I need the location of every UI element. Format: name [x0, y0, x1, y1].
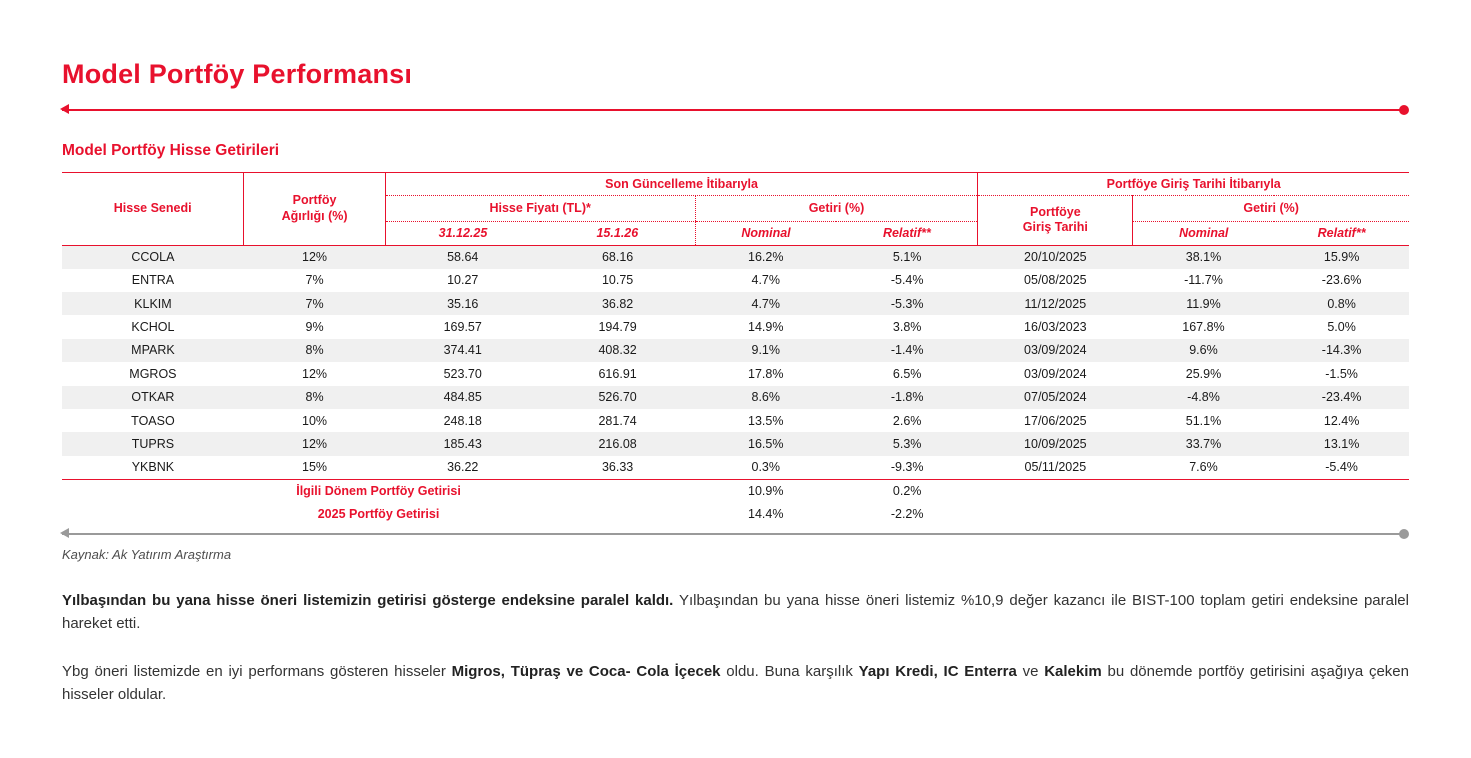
cell-entry-date: 05/08/2025 — [1024, 273, 1087, 288]
table-row — [62, 245, 1409, 268]
sub-header-return2: Getiri (%) — [1133, 195, 1409, 221]
cell-relative: 5.1% — [892, 250, 922, 265]
portfolio-performance-table — [62, 172, 1409, 525]
cell-price-1: 484.85 — [443, 390, 482, 405]
paragraph-2-bold-3: Kalekim — [1044, 662, 1102, 680]
cell-nominal: 0.3% — [751, 460, 780, 475]
cell-nominal-2: 33.7% — [1185, 437, 1222, 451]
page-title: Model Portföy Performansı — [62, 59, 413, 89]
col-header-relative: Relatif** — [836, 221, 977, 245]
section-heading: Model Portföy Hisse Getirileri — [62, 141, 280, 159]
cell-price-2: 68.16 — [601, 250, 634, 265]
col-header-nominal-2: Nominal — [1133, 221, 1274, 245]
cell-price-1: 185.43 — [443, 437, 482, 451]
total-relative: -2.2% — [890, 506, 924, 521]
cell-price-1: 35.16 — [447, 296, 479, 311]
col-header-entry-date-line2: Giriş Tarihi — [1022, 220, 1088, 235]
cell-entry-date: 17/06/2025 — [1024, 413, 1087, 428]
cell-relative-2: 0.8% — [1327, 296, 1356, 311]
cell-stock: MGROS — [129, 366, 177, 381]
cell-relative: 6.5% — [892, 366, 922, 381]
table-row — [62, 292, 1409, 315]
total-label: 2025 Portföy Getirisi — [317, 506, 440, 521]
col-header-nominal: Nominal — [695, 221, 836, 245]
cell-stock: ENTRA — [131, 273, 175, 288]
cell-weight: 12% — [302, 437, 328, 451]
cell-relative: -5.3% — [890, 296, 924, 311]
paragraph-2-a: Ybg öneri listemizde en iyi performans gösteren hisseler — [62, 662, 452, 680]
cell-entry-date: 05/11/2025 — [1024, 460, 1087, 475]
cell-nominal-2: 38.1% — [1185, 250, 1222, 265]
dot-icon — [1399, 529, 1409, 539]
table-row — [62, 456, 1409, 479]
cell-price-1: 10.27 — [447, 273, 479, 288]
cell-entry-date: 03/09/2024 — [1024, 366, 1087, 381]
paragraph-1-rest: Yılbaşından bu yana hisse öneri listemiz %10,9 değer kazancı ile BIST-100 toplam getiri endeksine paralel hareket etti. — [62, 592, 1409, 633]
total-nominal: 14.4% — [748, 506, 784, 521]
cell-price-2: 408.32 — [598, 343, 637, 358]
cell-relative: 5.3% — [892, 437, 922, 451]
cell-nominal: 8.6% — [751, 390, 780, 405]
cell-relative: 2.6% — [892, 413, 922, 428]
cell-price-1: 523.70 — [443, 366, 482, 381]
cell-relative: -1.4% — [890, 343, 924, 358]
col-header-weight-line1: Portföy — [292, 193, 337, 208]
total-spacer-1 — [978, 502, 1133, 525]
total-spacer-2 — [1133, 479, 1274, 502]
paragraph-2-bold-2: Yapı Kredi, IC Enterra — [858, 662, 1017, 680]
total-spacer-3 — [1274, 479, 1409, 502]
cell-stock: MPARK — [131, 343, 175, 358]
cell-entry-date: 07/05/2024 — [1024, 390, 1087, 405]
cell-nominal: 4.7% — [751, 273, 780, 288]
total-row — [62, 479, 1409, 502]
cell-stock: YKBNK — [131, 460, 175, 475]
cell-stock: TOASO — [131, 413, 175, 428]
cell-nominal: 4.7% — [751, 296, 780, 311]
cell-nominal-2: -4.8% — [1187, 390, 1220, 405]
paragraph-2-c: oldu. Buna karşılık — [720, 662, 859, 680]
total-label: İlgili Dönem Portföy Getirisi — [62, 479, 695, 502]
col-header-entry-date — [978, 195, 1133, 245]
cell-nominal-2: 11.9% — [1186, 296, 1221, 311]
col-header-weight — [244, 172, 385, 245]
dot-icon — [1399, 105, 1409, 115]
cell-relative: -5.4% — [890, 273, 924, 288]
table-totals — [62, 479, 1409, 525]
cell-price-2: 281.74 — [598, 413, 637, 428]
cell-entry-date: 11/12/2025 — [1024, 296, 1087, 311]
paragraph-2-bold-1: Migros, Tüpraş ve Coca- Cola İçecek — [451, 662, 721, 680]
col-header-relative-2: Relatif** — [1317, 226, 1366, 241]
table-row — [62, 269, 1409, 292]
col-header-stock: Hisse Senedi — [62, 172, 244, 245]
cell-stock: KCHOL — [131, 320, 175, 335]
cell-nominal-2: 9.6% — [1189, 343, 1218, 358]
table-row — [62, 386, 1409, 409]
sub-header-price: Hisse Fiyatı (TL)* — [385, 195, 695, 221]
bottom-divider — [62, 529, 1409, 539]
cell-price-2: 616.91 — [598, 366, 637, 381]
group-header-latest-update: Son Güncelleme İtibarıyla — [385, 172, 978, 195]
total-row — [62, 502, 1409, 525]
cell-entry-date: 10/09/2025 — [1024, 437, 1087, 451]
cell-nominal-2: 7.6% — [1189, 460, 1218, 475]
cell-price-1: 374.41 — [443, 343, 482, 358]
cell-stock: OTKAR — [131, 390, 175, 405]
divider-bar — [62, 533, 1401, 535]
table-row — [62, 315, 1409, 338]
cell-entry-date: 20/10/2025 — [1024, 250, 1087, 265]
group-header-entry-date: Portföye Giriş Tarihi İtibarıyla — [978, 172, 1409, 195]
cell-stock: TUPRS — [131, 437, 175, 451]
cell-weight: 12% — [302, 366, 328, 381]
table-row — [62, 432, 1409, 455]
paragraph-2 — [62, 660, 1409, 707]
table-row — [62, 339, 1409, 362]
cell-weight: 9% — [305, 320, 324, 335]
cell-nominal: 14.9% — [748, 320, 784, 335]
paragraph-2-d: ve — [1016, 662, 1045, 680]
table-row — [62, 409, 1409, 432]
cell-entry-date: 03/09/2024 — [1024, 343, 1087, 358]
total-relative: 0.2% — [836, 479, 977, 502]
cell-price-2: 216.08 — [598, 437, 637, 451]
cell-nominal: 9.1% — [751, 343, 780, 358]
source-note: Kaynak: Ak Yatırım Araştırma — [62, 547, 232, 563]
cell-nominal: 16.5% — [748, 437, 784, 451]
cell-price-1: 169.57 — [443, 320, 482, 335]
cell-nominal-2: 25.9% — [1185, 366, 1222, 381]
cell-relative: 3.8% — [892, 320, 922, 335]
cell-relative: -9.3% — [890, 460, 924, 475]
header-row-groups — [62, 172, 1409, 195]
divider-bar — [62, 109, 1401, 111]
total-spacer-3 — [1274, 502, 1409, 525]
cell-weight: 10% — [302, 413, 328, 428]
cell-price-2: 36.33 — [601, 460, 634, 475]
total-spacer-1 — [978, 479, 1133, 502]
cell-entry-date: 16/03/2023 — [1024, 320, 1087, 335]
col-header-entry-date-line1: Portföye — [1029, 204, 1081, 219]
cell-stock: KLKIM — [134, 296, 172, 311]
total-spacer-2 — [1133, 502, 1274, 525]
cell-price-1: 248.18 — [443, 413, 482, 428]
title-divider — [62, 105, 1409, 115]
cell-relative: -1.8% — [890, 390, 924, 405]
table-row — [62, 362, 1409, 385]
col-header-price-date-2: 15.1.26 — [596, 226, 639, 241]
cell-relative-2: -23.6% — [1321, 273, 1362, 288]
paragraph-1 — [62, 589, 1409, 636]
cell-nominal-2: 51.1% — [1185, 413, 1222, 428]
table-header — [62, 172, 1409, 245]
cell-weight: 15% — [302, 460, 328, 475]
col-header-weight-line2: Ağırlığı (%) — [281, 208, 348, 223]
cell-price-2: 194.79 — [598, 320, 637, 335]
cell-weight: 7% — [305, 296, 324, 311]
cell-price-1: 36.22 — [447, 460, 479, 475]
cell-nominal: 16.2% — [748, 250, 784, 265]
paragraph-2-e: bu dönemde portföy getirisini aşağıya çeken hisseler oldular. — [62, 662, 1409, 703]
cell-weight: 12% — [302, 250, 328, 265]
cell-relative-2: -5.4% — [1325, 460, 1358, 475]
cell-price-1: 58.64 — [447, 250, 479, 265]
cell-relative-2: 12.4% — [1323, 413, 1360, 428]
col-header-price-date-1: 31.12.25 — [385, 221, 540, 245]
cell-stock: CCOLA — [131, 250, 175, 265]
cell-weight: 8% — [305, 390, 324, 405]
cell-weight: 8% — [305, 343, 324, 358]
cell-relative-2: 13.1% — [1323, 437, 1360, 451]
cell-nominal-2: -11.7% — [1184, 273, 1223, 288]
cell-nominal: 17.8% — [748, 366, 784, 381]
cell-price-2: 526.70 — [598, 390, 637, 405]
cell-nominal: 13.5% — [748, 413, 784, 428]
cell-relative-2: 5.0% — [1327, 320, 1356, 335]
paragraph-1-bold: Yılbaşından bu yana hisse öneri listemizin getirisi gösterge endeksine paralel kaldı. — [62, 592, 674, 610]
table-body — [62, 245, 1409, 479]
cell-relative-2: 15.9% — [1323, 250, 1360, 265]
cell-relative-2: -14.3% — [1321, 343, 1362, 358]
cell-relative-2: -1.5% — [1325, 366, 1358, 381]
cell-weight: 7% — [305, 273, 324, 288]
total-nominal: 10.9% — [695, 479, 836, 502]
cell-relative-2: -23.4% — [1321, 390, 1362, 405]
cell-price-2: 36.82 — [601, 296, 634, 311]
cell-nominal-2: 167.8% — [1182, 320, 1225, 335]
sub-header-return: Getiri (%) — [695, 195, 978, 221]
cell-price-2: 10.75 — [601, 273, 634, 288]
